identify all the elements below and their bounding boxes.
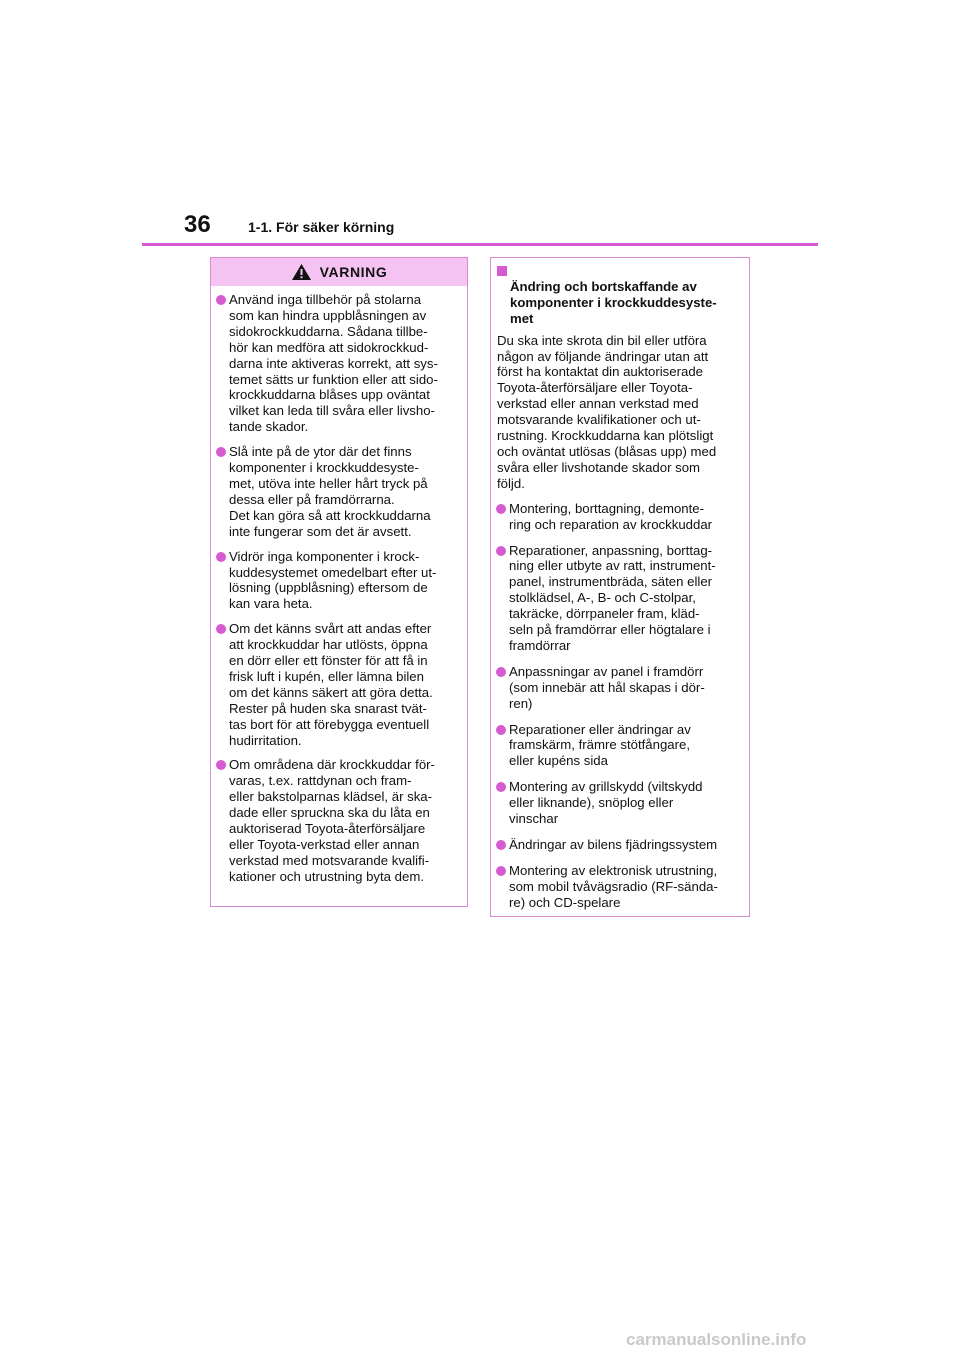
warning-title: VARNING xyxy=(319,264,388,280)
bullet-dot-icon xyxy=(496,504,506,514)
warning-box xyxy=(210,257,468,907)
bullet-dot-icon xyxy=(216,624,226,634)
info-item-text: Anpassningar av panel i framdörr (som innebär att hål skapas i dör- ren) xyxy=(509,663,705,711)
bullet-dot-icon xyxy=(216,447,226,457)
info-item-text: Montering av grillskydd (viltskydd eller liknande), snöplog eller vinschar xyxy=(509,779,703,827)
bullet-dot-icon xyxy=(496,840,506,850)
info-item xyxy=(497,501,743,533)
info-item xyxy=(497,664,743,712)
bullet-dot-icon xyxy=(496,866,506,876)
warning-item-text: Om områdena där krockkuddar för- varas, t.ex. rattdynan och fram- eller bakstolparnas klädsel, är ska- dade eller spruckna ska du låta en auktoriserad Toyota-återförsäljare eller Toyota-verkstad eller annan verkstad med motsvarande kvalifi- kationer och utrustning byta dem. xyxy=(229,757,435,884)
bullet-dot-icon xyxy=(216,295,226,305)
bullet-dot-icon xyxy=(496,546,506,556)
bullet-dot-icon xyxy=(216,760,226,770)
page-number: 36 xyxy=(184,211,211,238)
warning-triangle-icon xyxy=(291,263,312,281)
warning-list xyxy=(211,286,467,885)
warning-item xyxy=(217,292,461,435)
bullet-dot-icon xyxy=(496,667,506,677)
info-item-text: Montering av elektronisk utrustning, som mobil tvåvägsradio (RF-sända- re) och CD-spelare xyxy=(509,862,718,910)
warning-item xyxy=(217,621,461,748)
square-bullet-icon xyxy=(497,266,507,276)
warning-item-text: Använd inga tillbehör på stolarna som kan hindra uppblåsningen av sidokrockkuddarna. Sådana tillbe- hör kan medföra att sidokrockkud- darna inte aktiveras korrekt, att sys- temet sätts ur funktion eller att sido- krockkuddarna blåses upp oväntat vilket kan leda till svåra eller livsho- tande skador. xyxy=(229,292,438,435)
warning-item-text: Slå inte på de ytor där det finns komponenter i krockkuddesyste- met, utöva inte heller hårt tryck på dessa eller på framdörrarna. Det kan göra så att krockkuddarna inte fungerar som det är avsett. xyxy=(229,444,431,539)
bullet-dot-icon xyxy=(496,725,506,735)
warning-item xyxy=(217,444,461,539)
header-divider xyxy=(142,243,818,246)
info-item xyxy=(497,722,743,770)
bullet-dot-icon xyxy=(216,552,226,562)
info-item xyxy=(497,863,743,911)
info-item xyxy=(497,837,743,853)
info-item xyxy=(497,543,743,654)
bullet-dot-icon xyxy=(496,782,506,792)
warning-item-text: Vidrör inga komponenter i krock- kuddesystemet omedelbart efter ut- lösning (uppblåsning) eftersom de kan vara heta. xyxy=(229,548,437,612)
warning-item xyxy=(217,549,461,613)
info-box xyxy=(490,257,750,917)
warning-item-text: Om det känns svårt att andas efter att krockkuddar har utlösts, öppna en dörr eller ett fönster för att få in frisk luft i kupén, eller lämna bilen om det känns säkert att göra detta. Rester på huden ska snarast tvät- tas bort för att förebygga eventuell hudirritation. xyxy=(229,621,433,748)
section-title: 1-1. För säker körning xyxy=(248,219,395,235)
info-list xyxy=(497,501,743,911)
warning-item xyxy=(217,757,461,884)
info-item-text: Reparationer, anpassning, borttag- ning eller utbyte av ratt, instrument- panel, instrumentbräda, säten eller stolklädsel, A-, B- och C-stolpar, takräcke, dörrpaneler fram, kläd- seln på framdörrar eller högtalare i framdörrar xyxy=(509,542,716,653)
info-heading-text: Ändring och bortskaffande av komponenter i krockkuddesyste- met xyxy=(510,278,717,326)
info-item-text: Montering, borttagning, demonte- ring och reparation av krockkuddar xyxy=(509,500,713,532)
info-item-text: Reparationer eller ändringar av framskärm, främre stötfångare, eller kupéns sida xyxy=(509,721,691,769)
info-item-text: Ändringar av bilens fjädringssystem xyxy=(509,837,718,852)
watermark: carmanualsonline.info xyxy=(626,1330,807,1349)
info-intro: Du ska inte skrota din bil eller utföra någon av följande ändringar utan att först ha kontaktat din auktoriserade Toyota-återförsäljare eller Toyota- verkstad eller annan verkstad med motsvarande kvalifikationer och ut- rustning. Krockkuddarna kan plötsligt och oväntat utlösas (blåsas upp) med svåra eller livshotande skador som följd. xyxy=(497,332,717,491)
info-item xyxy=(497,779,743,827)
info-heading xyxy=(497,263,743,327)
warning-header xyxy=(211,258,467,286)
